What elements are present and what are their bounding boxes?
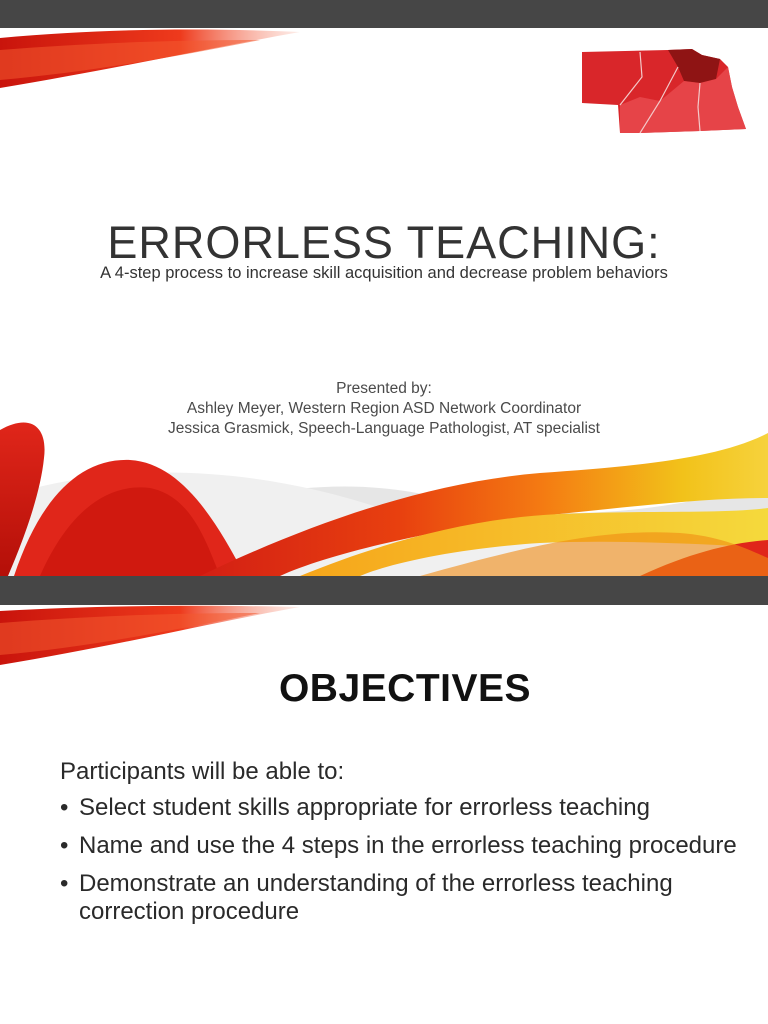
slide-title: OBJECTIVES	[278, 667, 532, 710]
list-item	[60, 794, 740, 822]
presenter-block	[0, 379, 768, 439]
title-slide	[0, 28, 768, 576]
bullet-icon: •	[60, 832, 69, 859]
nebraska-puzzle-map-icon	[580, 47, 750, 139]
presenter-line: Jessica Grasmick, Speech-Language Pathologist, AT specialist	[168, 420, 600, 437]
objectives-intro: Participants will be able to:	[60, 758, 345, 785]
list-item	[60, 870, 740, 926]
slide-title: ERRORLESS TEACHING:	[107, 217, 661, 268]
objectives-slide	[0, 605, 768, 1024]
ribbon-decoration	[0, 605, 768, 675]
objectives-body	[60, 758, 740, 936]
objective-text: Demonstrate an understanding of the errorless teaching correction procedure	[79, 870, 673, 925]
presented-by-label: Presented by:	[336, 380, 432, 397]
bullet-icon: •	[60, 794, 69, 821]
objective-text: Select student skills appropriate for errorless teaching	[79, 794, 650, 821]
presenter-line: Ashley Meyer, Western Region ASD Network Coordinator	[186, 400, 582, 417]
objective-text: Name and use the 4 steps in the errorless teaching procedure	[79, 832, 737, 859]
objectives-list	[60, 794, 740, 926]
slide-subtitle: A 4-step process to increase skill acquisition and decrease problem behaviors	[100, 264, 668, 282]
bullet-icon: •	[60, 870, 69, 897]
list-item	[60, 832, 740, 860]
